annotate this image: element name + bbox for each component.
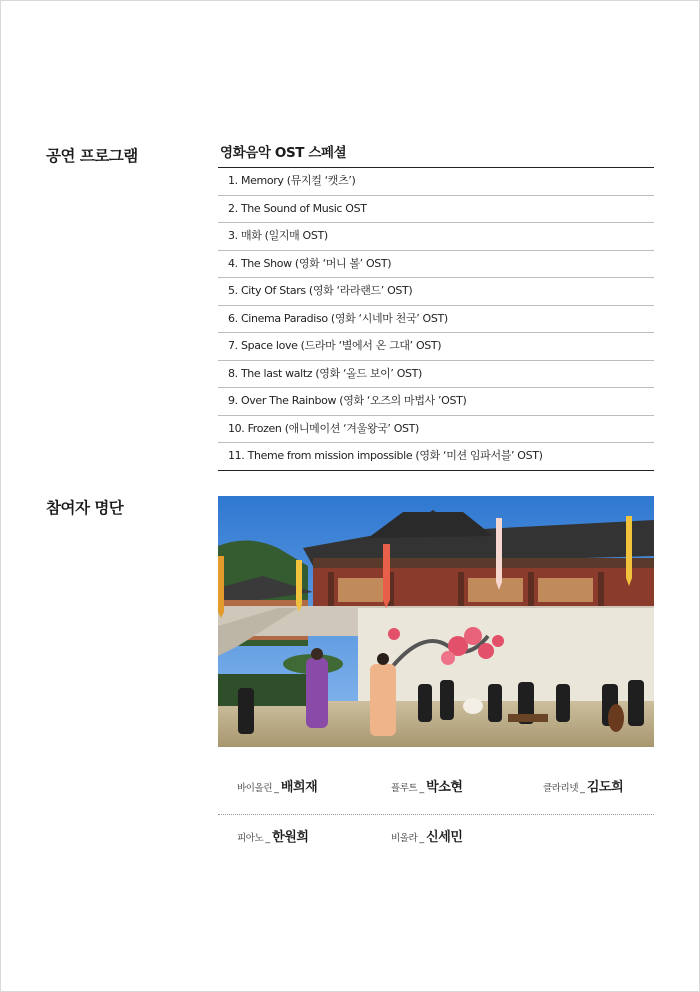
program-item: 10. Frozen (애니메이션 ‘겨울왕국’ OST) [218, 416, 654, 444]
program-item: 7. Space love (드라마 ‘별에서 온 그대’ OST) [218, 333, 654, 361]
program-item: 6. Cinema Paradiso (영화 ‘시네마 천국’ OST) [218, 306, 654, 334]
participant [391, 776, 463, 795]
program-item: 9. Over The Rainbow (영화 ‘오즈의 마법사 ’OST) [218, 388, 654, 416]
separator: _ [419, 783, 425, 794]
separator: _ [265, 833, 271, 844]
participant [543, 776, 623, 795]
participant-role: 플루트 [391, 783, 418, 794]
participant-name: 김도희 [586, 780, 624, 795]
program-list [218, 167, 654, 471]
program-item: 4. The Show (영화 ‘머니 볼’ OST) [218, 251, 654, 279]
program-item: 3. 매화 (일지매 OST) [218, 223, 654, 251]
participant-role: 클라리넷 [543, 783, 579, 794]
participants-row [218, 776, 654, 800]
participant [237, 776, 317, 795]
separator: _ [580, 783, 585, 794]
performance-photo [218, 496, 654, 747]
program-item: 5. City Of Stars (영화 ‘라라랜드’ OST) [218, 278, 654, 306]
participant [237, 826, 309, 845]
separator: _ [419, 833, 425, 844]
participant-name: 배희재 [280, 780, 318, 795]
program-heading: 영화음악 OST 스페셜 [220, 145, 347, 161]
participant-name: 신세민 [426, 830, 463, 845]
participants-row [218, 826, 654, 850]
program-item: 11. Theme from mission impossible (영화 ‘미션 임파서블’ OST) [228, 449, 543, 462]
participant-role: 비올라 [391, 833, 418, 844]
participant-name: 한원희 [272, 830, 309, 845]
participant-role: 바이올린 [237, 783, 273, 794]
participant [391, 826, 463, 845]
program-item: 2. The Sound of Music OST [218, 196, 654, 224]
participant-name: 박소현 [426, 780, 463, 795]
participant-role: 피아노 [237, 833, 264, 844]
participants-section-title: 참여자 명단 [46, 499, 124, 517]
separator: _ [274, 783, 279, 794]
dotted-divider [218, 814, 654, 815]
program-section-title: 공연 프로그램 [46, 147, 138, 165]
program-item: 1. Memory (뮤지컬 ‘캣츠’) [218, 168, 654, 196]
program-item: 8. The last waltz (영화 ‘올드 보이’ OST) [218, 361, 654, 389]
program-table [218, 139, 654, 471]
